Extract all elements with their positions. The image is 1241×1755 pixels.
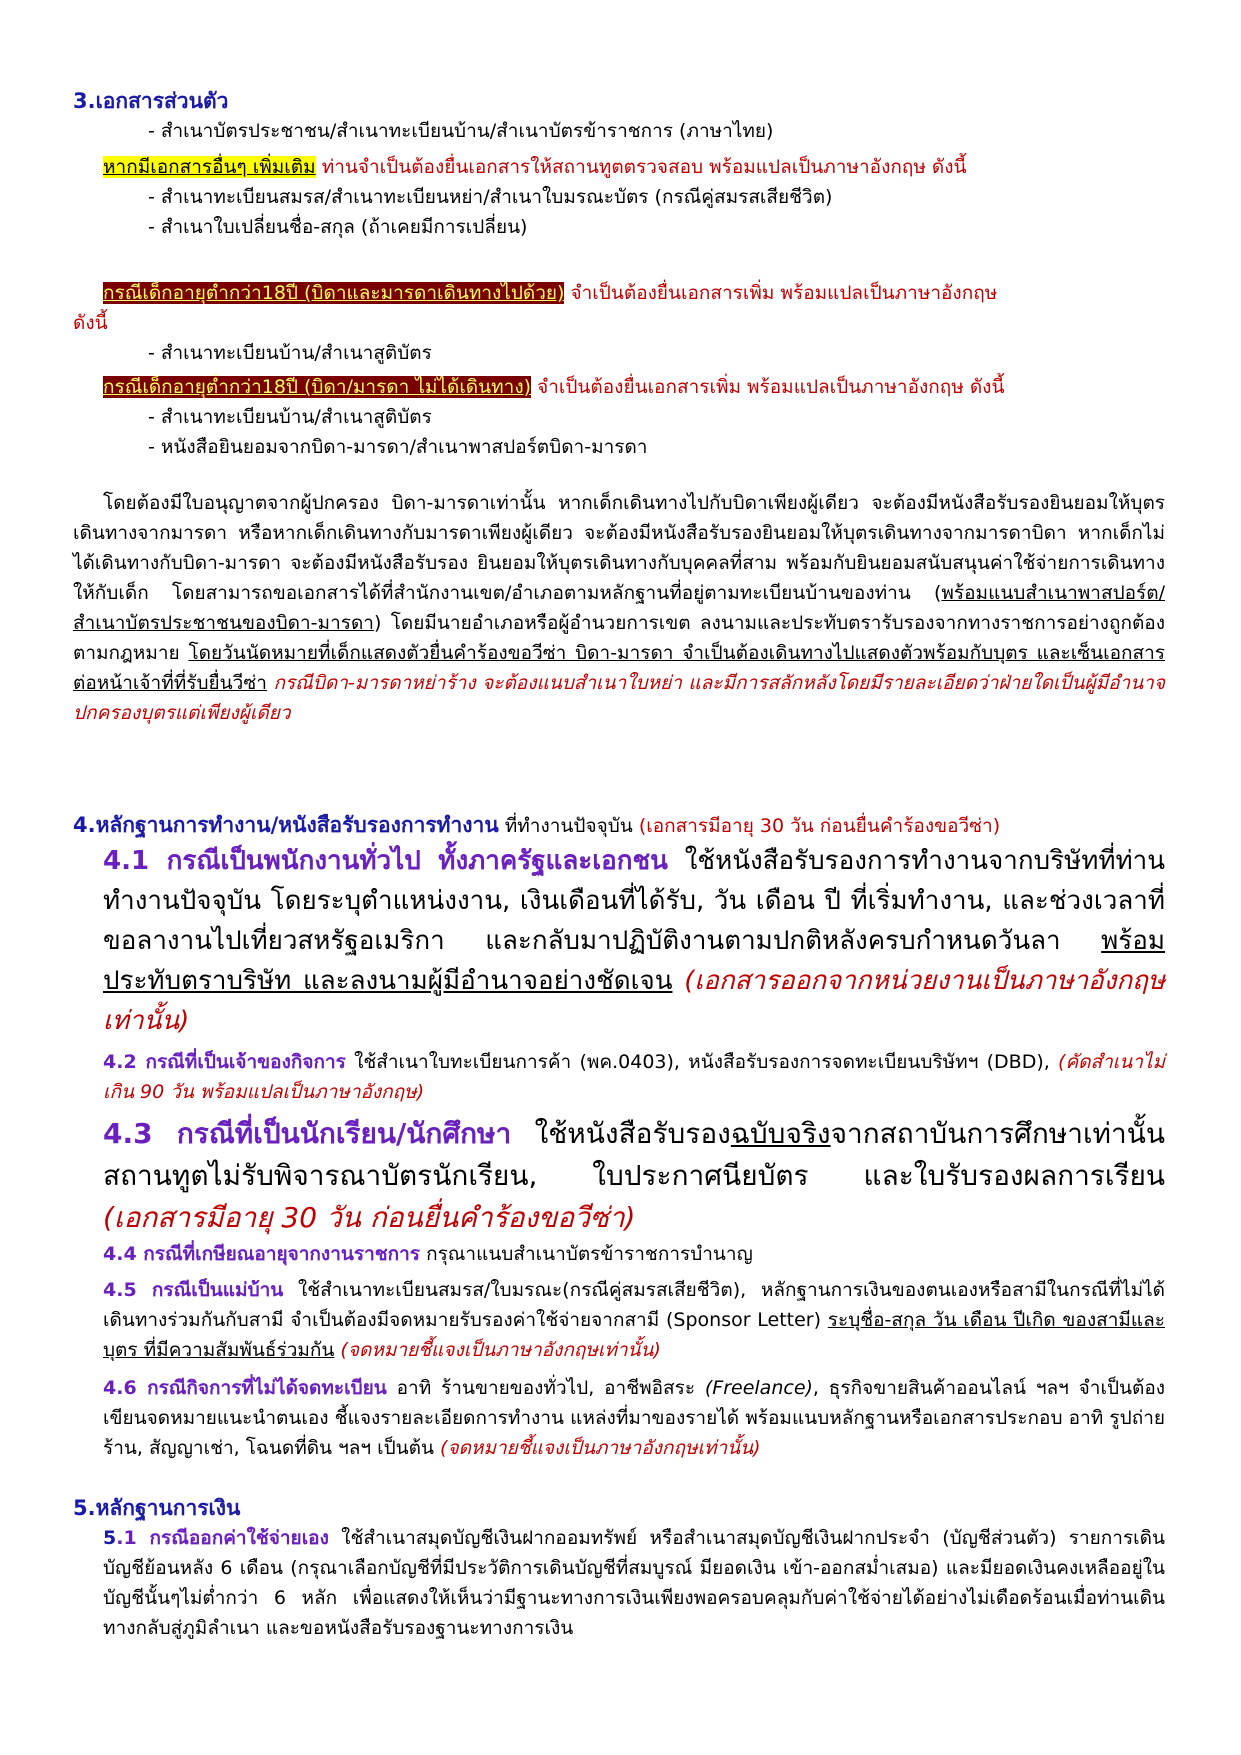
- s3-list-item: - สำเนาทะเบียนสมรส/สำเนาทะเบียนหย่า/สำเนาใบมรณะบัตร (กรณีคู่สมรสเสียชีวิต): [148, 186, 833, 208]
- section-3-title: 3.เอกสารส่วนตัว: [73, 89, 229, 113]
- case-4-6-title: 4.6 กรณีกิจการที่ไม่ได้จดทะเบียน: [103, 1377, 387, 1399]
- s3-list-item: - สำเนาใบเปลี่ยนชื่อ-สกุล (ถ้าเคยมีการเปลี่ยน): [148, 216, 528, 238]
- child-case-1-note: จำเป็นต้องยื่นเอกสารเพิ่ม พร้อมแปลเป็นภาษาอังกฤษ: [564, 282, 998, 304]
- child-case-1-cont: ดังนี้: [73, 312, 108, 334]
- section-4-title: 4.หลักฐานการทำงาน/หนังสือรับรองการทำงาน: [73, 813, 499, 837]
- case-4-5: [73, 1275, 1165, 1365]
- child-case-2-highlight: กรณีเด็กอายุต่ำกว่า18ปี (บิดา/มารดา ไม่ได้เดินทาง): [103, 376, 532, 398]
- case-4-4-title: 4.4 กรณีที่เกษียณอายุจากงานราชการ: [103, 1243, 421, 1265]
- extra-docs-note: ท่านจำเป็นต้องยื่นเอกสารให้สถานทูตตรวจสอบ พร้อมแปลเป็นภาษาอังกฤษ ดังนี้: [315, 156, 967, 178]
- case-5-1-title: .1 กรณีออกค่าใช้จ่ายเอง: [116, 1527, 329, 1549]
- s3-list-item: - สำเนาบัตรประชาชน/สำเนาทะเบียนบ้าน/สำเนาบัตรข้าราชการ (ภาษาไทย): [148, 120, 774, 142]
- s3-list-item: - สำเนาทะเบียนบ้าน/สำเนาสูติบัตร: [148, 342, 432, 364]
- case-4-5-title: 4.5 กรณีเป็นแม่บ้าน: [103, 1279, 284, 1301]
- consent-divorce-note: กรณีบิดา-มารดาหย่าร้าง จะต้องแนบสำเนาใบหย่า และมีการสลักหลังโดยมีรายละเอียดว่าฝ่ายใดเป็นผู้มีอำนาจปกครองบุตรแต่เพียงผู้เดียว: [73, 672, 1165, 724]
- case-4-3-title: 4.3 กรณีที่เป็นนักเรียน/นักศึกษา: [103, 1117, 512, 1150]
- case-4-1-text: ใช้หนังสือรับรองการทำงานจากบริษัทที่ท่านทำงานปัจจุบัน โดยระบุตำแหน่งงาน, เงินเดือนที่ได้รับ, วัน เดือน ปี ที่เริ่มทำงาน, และช่วงเวลาที่ขอลางานไปเที่ยวสหรัฐอเมริกา และกลับมาปฏิบัติงานตามปกติหลังครบกำหนดวันลา: [103, 846, 1165, 956]
- case-4-5-text: ใช้สำเนาทะเบียนสมรส/ใบมรณะ(กรณีคู่สมรสเสียชีวิต), หลักฐานการเงินของตนเองหรือสามีในกรณีที่ไม่ได้เดินทางร่วมกันกับสามี จำเป็นต้องมีจดหมายรับรองค่าใช้จ่ายจากสามี (Sponsor Letter): [103, 1279, 1165, 1331]
- s3-list-item: - หนังสือยินยอมจากบิดา-มารดา/สำเนาพาสปอร์ตบิดา-มารดา: [148, 436, 648, 458]
- case-4-2: [73, 1047, 1165, 1107]
- case-4-3-text-a: ใช้หนังสือรับรอง: [511, 1117, 731, 1150]
- case-4-6-text-a: อาทิ ร้านขายของทั่วไป, อาชีพอิสระ: [386, 1377, 705, 1399]
- case-4-3: [73, 1113, 1165, 1239]
- case-4-3-note: (เอกสารมีอายุ 30 วัน ก่อนยื่นคำร้องขอวีซ่า): [103, 1201, 636, 1234]
- section-4-title-rest: ที่ทำงานปัจจุบัน: [498, 815, 639, 837]
- s3-child-case-1: [73, 278, 1165, 308]
- case-4-4-text: กรุณาแนบสำเนาบัตรข้าราชการบำนาญ: [420, 1243, 753, 1265]
- case-4-6-freelance: (Freelance): [704, 1377, 813, 1399]
- consent-text-b: ) โดยมีนายอำเภอหรือผู้อำนวยการเขต ลงนามและประทับตรารับรองจากทางราชการอย่างถูกต้องตามกฎหมาย: [73, 612, 1165, 664]
- case-4-1: [73, 841, 1165, 1041]
- case-4-1-underline: พร้อมประทับตราบริษัท และลงนามผู้มีอำนาจอย่างชัดเจน: [103, 926, 1165, 996]
- child-case-1-highlight: กรณีเด็กอายุต่ำกว่า18ปี (บิดาและมารดาเดินทางไปด้วย): [103, 282, 565, 304]
- child-case-2-note: จำเป็นต้องยื่นเอกสารเพิ่ม พร้อมแปลเป็นภาษาอังกฤษ ดังนี้: [531, 376, 1005, 398]
- consent-underline-2: โดยวันนัดหมายที่เด็กแสดงตัวยื่นคำร้องขอวีซ่า บิดา-มารดา จำเป็นต้องเดินทางไปแสดงตัวพร้อมกับบุตร และเซ็นเอกสารต่อหน้าเจ้าที่ที่รับยื่นวีซ่า: [73, 642, 1165, 694]
- s3-child-case-2: [73, 372, 1165, 402]
- document-page: [73, 86, 1165, 1643]
- case-4-6-text-b: , ธุรกิจขายสินค้าออนไลน์ ฯลฯ จำเป็นต้องเขียนจดหมายแนะนำตนเอง ชี้แจงรายละเอียดการทำงาน แหล่งที่มาของรายได้ พร้อมแนบหลักฐานหรือเอกสารประกอบ อาทิ รูปถ่ายร้าน, สัญญาเช่า, โฉนดที่ดิน ฯลฯ เป็นต้น: [103, 1377, 1166, 1459]
- case-4-3-text-b: จากสถาบันการศึกษาเท่านั้น สถานทูตไม่รับพิจารณาบัตรนักเรียน, ใบประกาศนียบัตร และใบรับรองผลการเรียน: [103, 1117, 1165, 1192]
- case-4-2-note: (คัดสำเนาไม่เกิน 90 วัน พร้อมแปลเป็นภาษาอังกฤษ): [103, 1051, 1165, 1103]
- case-4-2-text: ใช้สำเนาใบทะเบียนการค้า (พค.0403), หนังสือรับรองการจดทะเบียนบริษัทฯ (DBD),: [345, 1051, 1059, 1073]
- case-4-3-underline: ฉบับจริง: [730, 1117, 831, 1150]
- case-5-1-text: ใช้สำเนาสมุดบัญชีเงินฝากออมทรัพย์ หรือสำเนาสมุดบัญชีเงินฝากประจำ (บัญชีส่วนตัว) รายการเดินบัญชีย้อนหลัง 6 เดือน (กรุณาเลือกบัญชีที่มีประวัติการเดินบัญชีที่สมบูรณ์ มียอดเงิน เข้า-ออกสม่ำเสมอ) และมียอดเงินคงเหลืออยู่ในบัญชีนั้นๆไม่ต่ำกว่า 6 หลัก เพื่อแสดงให้เห็นว่ามีฐานะทางการเงินเพียงพอครอบคลุมกับค่าใช้จ่ายได้อย่างไม่เดือดร้อนเมื่อท่านเดินทางกลับสู่ภูมิลำเนา และขอหนังสือรับรองฐานะทางการเงิน: [103, 1527, 1165, 1639]
- case-4-6: [73, 1373, 1165, 1463]
- section-4-heading: [73, 810, 1165, 841]
- case-4-5-note: (จดหมายชี้แจงเป็นภาษาอังกฤษเท่านั้น): [334, 1339, 661, 1361]
- s3-extra-docs-line: [73, 152, 1165, 182]
- case-4-2-title: 4.2 กรณีที่เป็นเจ้าของกิจการ: [103, 1051, 346, 1073]
- case-4-4: [73, 1239, 1165, 1269]
- case-4-1-title: 4.1 กรณีเป็นพนักงานทั่วไป ทั้งภาครัฐและเอกชน: [103, 846, 668, 876]
- consent-underline-1: พร้อมแนบสำเนาพาสปอร์ต/สำเนาบัตรประชาชนของบิดา-มารดา: [73, 582, 1165, 634]
- s3-consent-paragraph: [73, 488, 1165, 728]
- case-5-1-num: 5: [103, 1527, 117, 1549]
- case-4-1-note: (เอกสารออกจากหน่วยงานเป็นภาษาอังกฤษเท่านั้น): [103, 966, 1165, 1036]
- extra-docs-highlight: หากมีเอกสารอื่นๆ เพิ่มเติม: [103, 156, 316, 178]
- section-5-title: 5.หลักฐานการเงิน: [73, 1496, 241, 1520]
- case-4-5-underline: ระบุชื่อ-สกุล วัน เดือน ปีเกิด ของสามีและบุตร ที่มีความสัมพันธ์ร่วมกัน: [103, 1309, 1165, 1361]
- section-4-title-note: (เอกสารมีอายุ 30 วัน ก่อนยื่นคำร้องขอวีซ่า): [638, 815, 1001, 837]
- s3-list-item: - สำเนาทะเบียนบ้าน/สำเนาสูติบัตร: [148, 406, 432, 428]
- case-4-6-note: (จดหมายชี้แจงเป็นภาษาอังกฤษเท่านั้น): [440, 1437, 761, 1459]
- case-5-1: [73, 1523, 1165, 1643]
- consent-text-a: โดยต้องมีใบอนุญาตจากผู้ปกครอง บิดา-มารดาเท่านั้น หากเด็กเดินทางไปกับบิดาเพียงผู้เดียว จะต้องมีหนังสือรับรองยินยอมให้บุตรเดินทางจากมารดา หรือหากเด็กเดินทางกับมารดาเพียงผู้เดียว จะต้องมีหนังสือรับรองยินยอมให้บุตรเดินทางจากมารดาบิดา หากเด็กไม่ได้เดินทางกับบิดา-มารดา จะต้องมีหนังสือรับรอง ยินยอมให้บุตรเดินทางกับบุคคลที่สาม พร้อมกับยินยอมสนับสนุนค่าใช้จ่ายการเดินทางให้กับเด็ก โดยสามารถขอเอกสารได้ที่สำนักงานเขต/อำเภอตามหลักฐานที่อยู่ตามทะเบียนบ้านของท่าน (: [73, 492, 1165, 604]
